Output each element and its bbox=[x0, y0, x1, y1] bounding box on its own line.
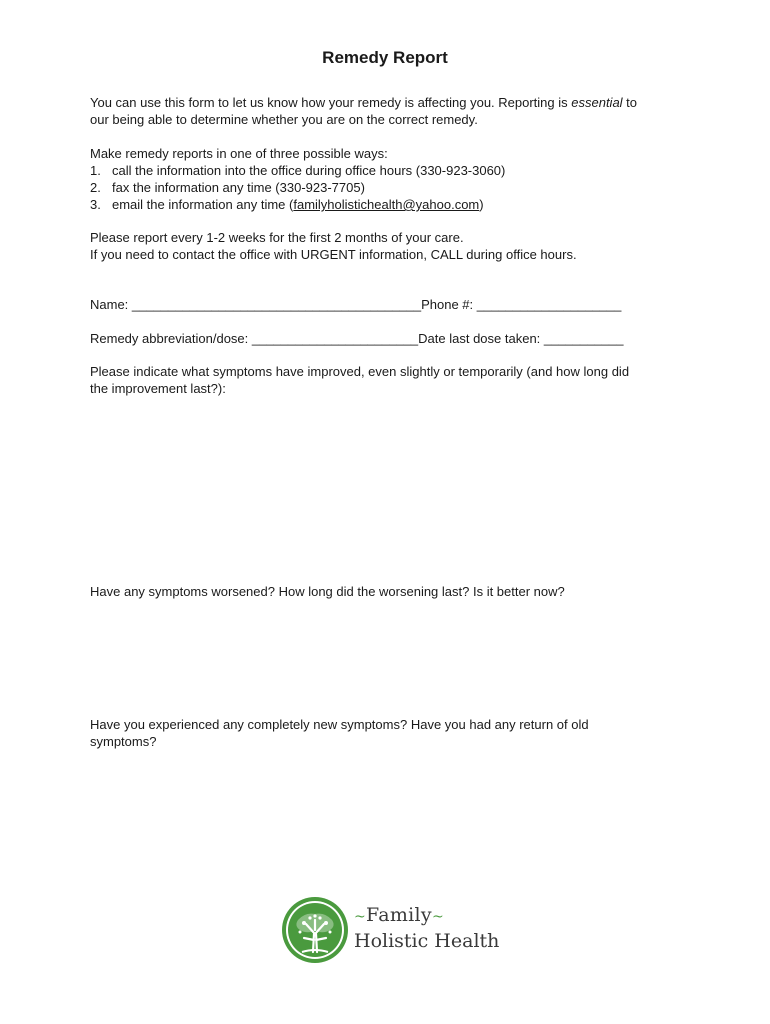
list-number: 2. bbox=[90, 180, 101, 195]
email-link[interactable]: familyholistichealth@yahoo.com bbox=[293, 197, 480, 212]
list-number: 3. bbox=[90, 197, 101, 212]
schedule-line-1: Please report every 1-2 weeks for the first 2 months of your care. bbox=[90, 230, 464, 245]
new-line-2: symptoms? bbox=[90, 734, 157, 749]
new-symptoms-question bbox=[90, 716, 690, 750]
improved-line-2: the improvement last?): bbox=[90, 381, 226, 396]
list-number: 1. bbox=[90, 163, 101, 178]
list-item bbox=[90, 196, 690, 213]
worsened-question bbox=[90, 583, 690, 600]
tree-icon bbox=[280, 894, 350, 966]
list-text: call the information into the office during office hours (330-923-3060) bbox=[112, 163, 506, 178]
list-item bbox=[90, 179, 690, 196]
improved-line-1: Please indicate what symptoms have improved, even slightly or temporarily (and how long did bbox=[90, 364, 630, 379]
improved-question bbox=[90, 363, 710, 397]
intro-text: You can use this form to let us know how your remedy is affecting you. Reporting is bbox=[90, 95, 572, 110]
new-line-1: Have you experienced any completely new symptoms? Have you had any return of old bbox=[90, 717, 589, 732]
schedule-line-2: If you need to contact the office with URGENT information, CALL during office hours. bbox=[90, 247, 577, 262]
worsened-text: Have any symptoms worsened? How long did the worsening last? Is it better now? bbox=[90, 584, 565, 599]
logo-line-1 bbox=[354, 904, 504, 926]
report-methods bbox=[90, 145, 690, 213]
swirl-left-icon: ~ bbox=[354, 909, 367, 925]
methods-list bbox=[90, 162, 690, 213]
list-text-end: ) bbox=[479, 197, 484, 212]
intro-text-end: to bbox=[622, 95, 638, 110]
intro-paragraph bbox=[90, 94, 690, 128]
intro-line-2: our being able to determine whether you are on the correct remedy. bbox=[90, 112, 478, 127]
list-text: fax the information any time (330-923-7705) bbox=[112, 180, 365, 195]
name-phone-field[interactable]: Name: ________________________________________Phone #: ____________________ bbox=[90, 297, 622, 312]
schedule-paragraph bbox=[90, 229, 690, 263]
intro-line-1 bbox=[90, 94, 690, 111]
page-title: Remedy Report bbox=[322, 48, 448, 67]
list-item bbox=[90, 162, 690, 179]
remedy-date-field[interactable]: Remedy abbreviation/dose: _______________________Date last dose taken: ___________ bbox=[90, 331, 624, 346]
intro-emphasis: essential bbox=[571, 95, 623, 110]
family-holistic-health-logo bbox=[280, 894, 500, 968]
logo-line-2: Holistic Health bbox=[354, 930, 500, 952]
list-text: email the information any time ( bbox=[112, 197, 294, 212]
methods-lead: Make remedy reports in one of three possible ways: bbox=[90, 146, 388, 161]
logo-word-family: Family bbox=[366, 904, 432, 926]
swirl-right-icon: ~ bbox=[431, 909, 444, 925]
